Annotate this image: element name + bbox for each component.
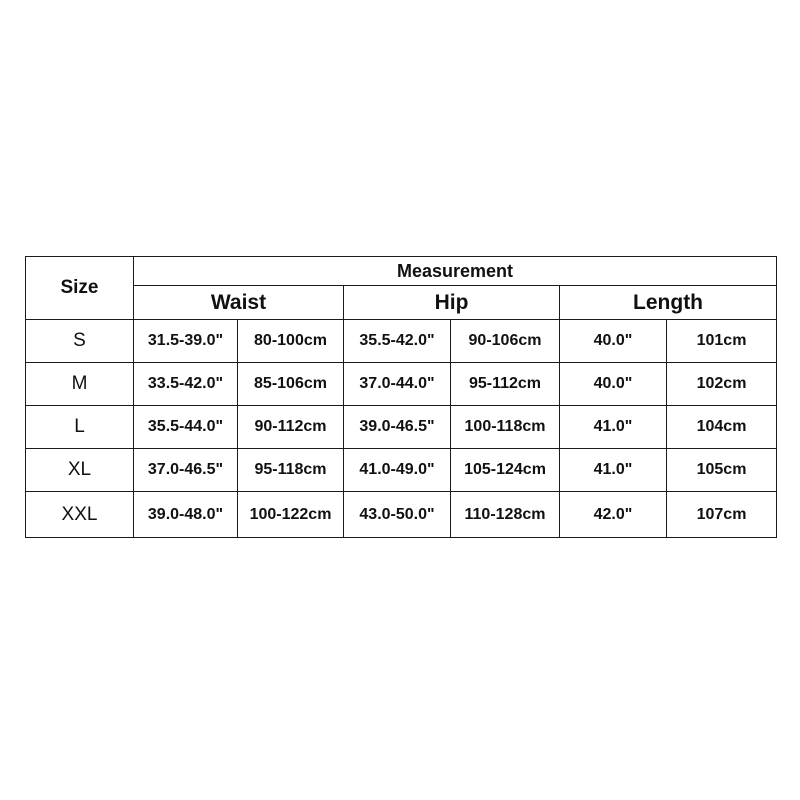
length-cm-cell: 102cm [667, 363, 777, 406]
length-cm-cell: 104cm [667, 406, 777, 449]
header-row-groups [26, 286, 777, 320]
table-row [26, 449, 777, 492]
waist-inch-cell: 39.0-48.0" [134, 492, 238, 538]
hip-cm-cell: 100-118cm [451, 406, 560, 449]
hip-inch-cell: 37.0-44.0" [344, 363, 451, 406]
measurement-header: Measurement [134, 257, 777, 286]
length-inch-cell: 42.0" [560, 492, 667, 538]
size-header: Size [26, 257, 134, 320]
length-inch-cell: 40.0" [560, 320, 667, 363]
table-row [26, 363, 777, 406]
table-row [26, 492, 777, 538]
hip-inch-cell: 41.0-49.0" [344, 449, 451, 492]
length-cm-cell: 107cm [667, 492, 777, 538]
waist-cm-cell: 90-112cm [238, 406, 344, 449]
hip-cm-cell: 110-128cm [451, 492, 560, 538]
waist-header: Waist [134, 286, 344, 320]
header-row-top [26, 257, 777, 286]
size-cell: XXL [26, 492, 134, 538]
size-cell: S [26, 320, 134, 363]
size-cell: XL [26, 449, 134, 492]
hip-inch-cell: 39.0-46.5" [344, 406, 451, 449]
length-cm-cell: 101cm [667, 320, 777, 363]
size-cell: M [26, 363, 134, 406]
length-inch-cell: 41.0" [560, 406, 667, 449]
table-body [26, 320, 777, 538]
waist-inch-cell: 31.5-39.0" [134, 320, 238, 363]
length-inch-cell: 41.0" [560, 449, 667, 492]
waist-cm-cell: 85-106cm [238, 363, 344, 406]
waist-cm-cell: 100-122cm [238, 492, 344, 538]
hip-inch-cell: 35.5-42.0" [344, 320, 451, 363]
hip-header: Hip [344, 286, 560, 320]
waist-inch-cell: 37.0-46.5" [134, 449, 238, 492]
size-chart-table [25, 256, 777, 538]
hip-inch-cell: 43.0-50.0" [344, 492, 451, 538]
table-row [26, 320, 777, 363]
hip-cm-cell: 90-106cm [451, 320, 560, 363]
waist-cm-cell: 95-118cm [238, 449, 344, 492]
size-cell: L [26, 406, 134, 449]
waist-inch-cell: 35.5-44.0" [134, 406, 238, 449]
waist-inch-cell: 33.5-42.0" [134, 363, 238, 406]
hip-cm-cell: 105-124cm [451, 449, 560, 492]
waist-cm-cell: 80-100cm [238, 320, 344, 363]
table-row [26, 406, 777, 449]
length-cm-cell: 105cm [667, 449, 777, 492]
length-header: Length [560, 286, 777, 320]
hip-cm-cell: 95-112cm [451, 363, 560, 406]
length-inch-cell: 40.0" [560, 363, 667, 406]
